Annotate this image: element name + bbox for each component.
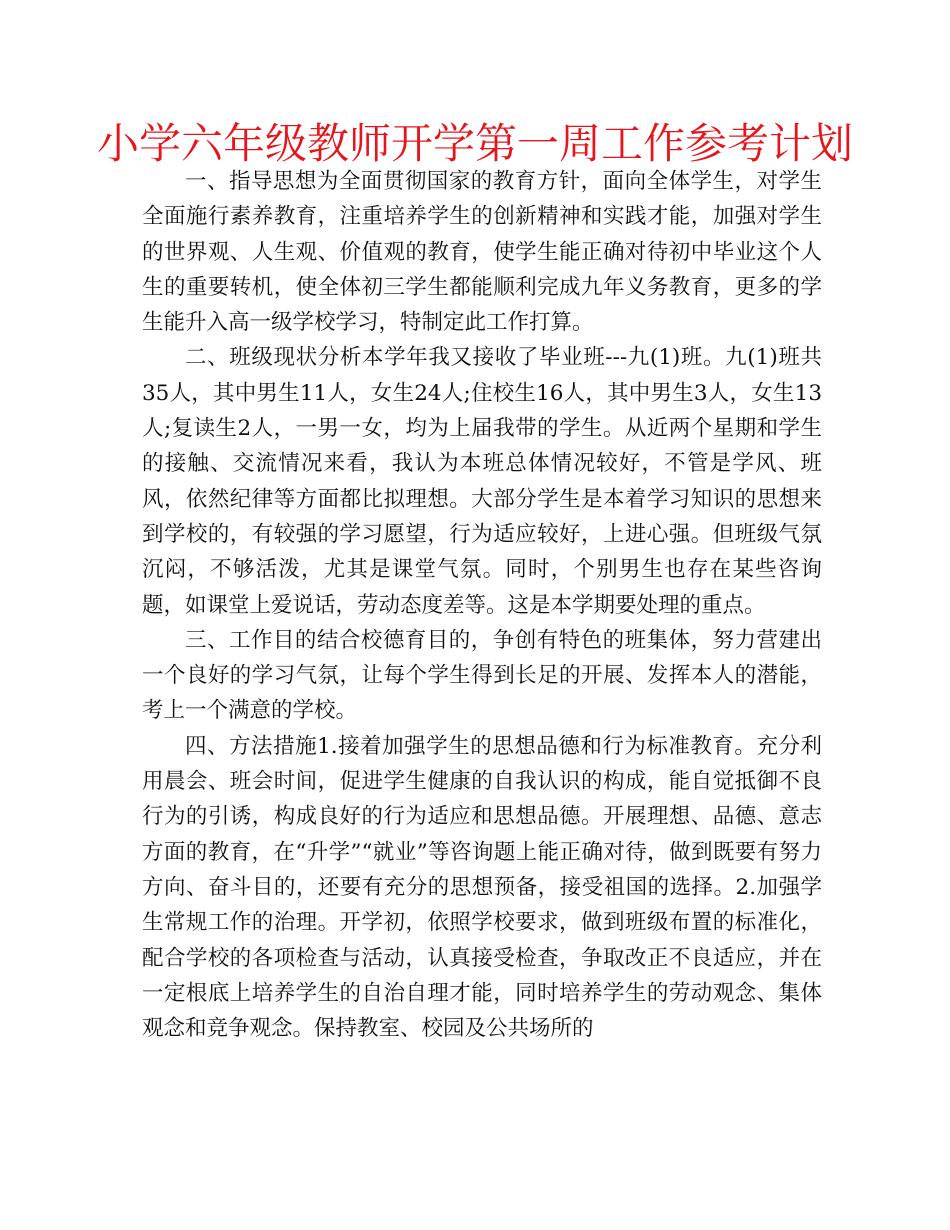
document-title: 小学六年级教师开学第一周工作参考计划	[96, 119, 853, 168]
paragraph-guiding-ideology: 一、指导思想为全面贯彻国家的教育方针，面向全体学生，对学生全面施行素养教育，注重培养学生的创新精神和实践才能，加强对学生的世界观、人生观、价值观的教育，使学生能正确对待初中毕业这个人生的重要转机，使全体初三学生都能顺利完成九年义务教育，更多的学生能升入高一级学校学习，特制定此工作打算。	[142, 169, 822, 336]
paragraph-work-goals: 三、工作目的结合校德育目的，争创有特色的班集体，努力营建出一个良好的学习气氛，让每个学生得到长足的开展、发挥本人的潜能，考上一个满意的学校。	[142, 627, 822, 724]
document-body	[142, 164, 822, 1046]
paragraph-methods: 四、方法措施1.接着加强学生的思想品德和行为标准教育。充分利用晨会、班会时间，促进学生健康的自我认识的构成，能自觉抵御不良行为的引诱，构成良好的行为适应和思想品德。开展理想、品德、意志方面的教育，在“升学”“就业”等咨询题上能正确对待，做到既要有努力方向、奋斗目的，还要有充分的思想预备，接受祖国的选择。2.加强学生常规工作的治理。开学初，依照学校要求，做到班级布置的标准化，配合学校的各项检查与活动，认真接受检查，争取改正不良适应，并在一定根底上培养学生的自治自理才能，同时培养学生的劳动观念、集体观念和竞争观念。保持教室、校园及公共场所的	[142, 733, 822, 1042]
paragraph-class-analysis: 二、班级现状分析本学年我又接收了毕业班---九(1)班。九(1)班共35人，其中男生11人，女生24人;住校生16人，其中男生3人，女生13人;复读生2人，一男一女，均为上届我带的学生。从近两个星期和学生的接触、交流情况来看，我认为本班总体情况较好，不管是学风、班风，依然纪律等方面都比拟理想。大部分学生是本着学习知识的思想来到学校的，有较强的学习愿望，行为适应较好，上进心强。但班级气氛沉闷，不够活泼，尤其是课堂气氛。同时，个别男生也存在某些咨询题，如课堂上爱说话，劳动态度差等。这是本学期要处理的重点。	[142, 345, 822, 618]
